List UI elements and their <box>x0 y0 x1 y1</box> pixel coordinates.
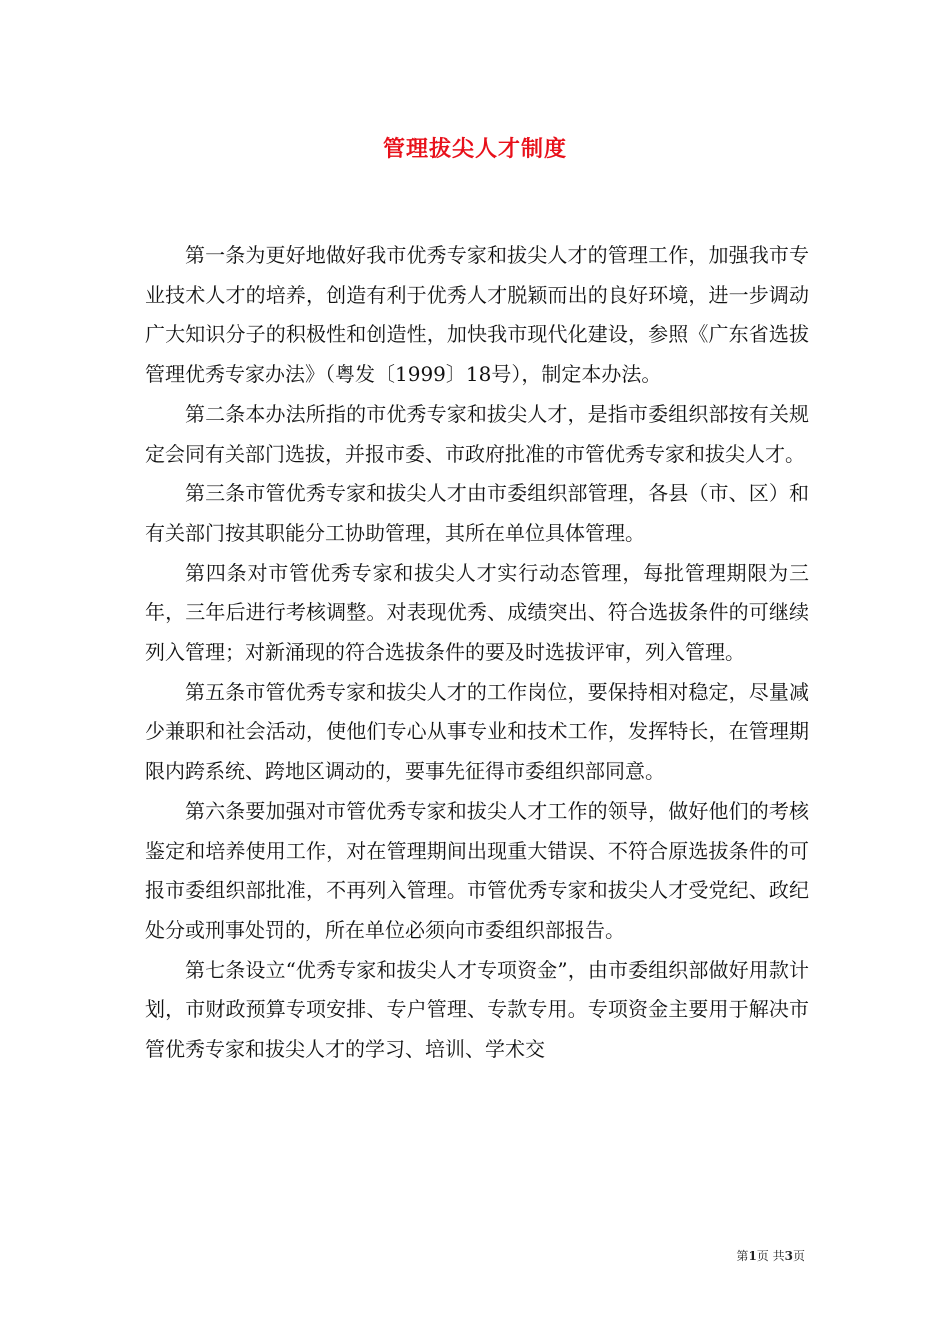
article-1-paragraph: 第一条为更好地做好我市优秀专家和拔尖人才的管理工作，加强我市专业技术人才的培养，创造有利于优秀人才脱颖而出的良好环境，进一步调动广大知识分子的积极性和创造性，加快我市现代化建设，参照《广东省选拔管理优秀专家办法》（粤发〔1999〕18号），制定本办法。 <box>145 243 809 387</box>
footer-suffix: 页 <box>792 1249 805 1263</box>
total-pages-number: 3 <box>784 1249 793 1263</box>
article-6-paragraph: 第六条要加强对市管优秀专家和拔尖人才工作的领导，做好他们的考核鉴定和培养使用工作，对在管理期间出现重大错误、不符合原选拔条件的可报市委组织部批准，不再列入管理。市管优秀专家和拔尖人才受党纪、政纪处分或刑事处罚的，所在单位必须向市委组织部报告。 <box>145 798 809 942</box>
footer-prefix: 第 <box>736 1249 749 1263</box>
document-body <box>145 236 809 1070</box>
footer-middle: 页 共 <box>756 1249 785 1263</box>
document-title: 管理拔尖人才制度 <box>382 136 567 162</box>
article-5-paragraph: 第五条市管优秀专家和拔尖人才的工作岗位，要保持相对稳定，尽量减少兼职和社会活动，使他们专心从事专业和技术工作，发挥特长，在管理期限内跨系统、跨地区调动的，要事先征得市委组织部同意。 <box>145 679 809 784</box>
page-number-footer <box>736 1248 805 1264</box>
article-4-paragraph: 第四条对市管优秀专家和拔尖人才实行动态管理，每批管理期限为三年，三年后进行考核调整。对表现优秀、成绩突出、符合选拔条件的可继续列入管理；对新涌现的符合选拔条件的要及时选拔评审，列入管理。 <box>145 560 809 665</box>
article-7-paragraph: 第七条设立“优秀专家和拔尖人才专项资金”，由市委组织部做好用款计划，市财政预算专项安排、专户管理、专款专用。专项资金主要用于解决市管优秀专家和拔尖人才的学习、培训、学术交 <box>145 957 809 1062</box>
current-page-number: 1 <box>748 1249 757 1263</box>
article-2-paragraph: 第二条本办法所指的市优秀专家和拔尖人才，是指市委组织部按有关规定会同有关部门选拔，并报市委、市政府批准的市管优秀专家和拔尖人才。 <box>145 401 809 466</box>
article-3-paragraph: 第三条市管优秀专家和拔尖人才由市委组织部管理，各县（市、区）和有关部门按其职能分工协助管理，其所在单位具体管理。 <box>145 481 809 545</box>
